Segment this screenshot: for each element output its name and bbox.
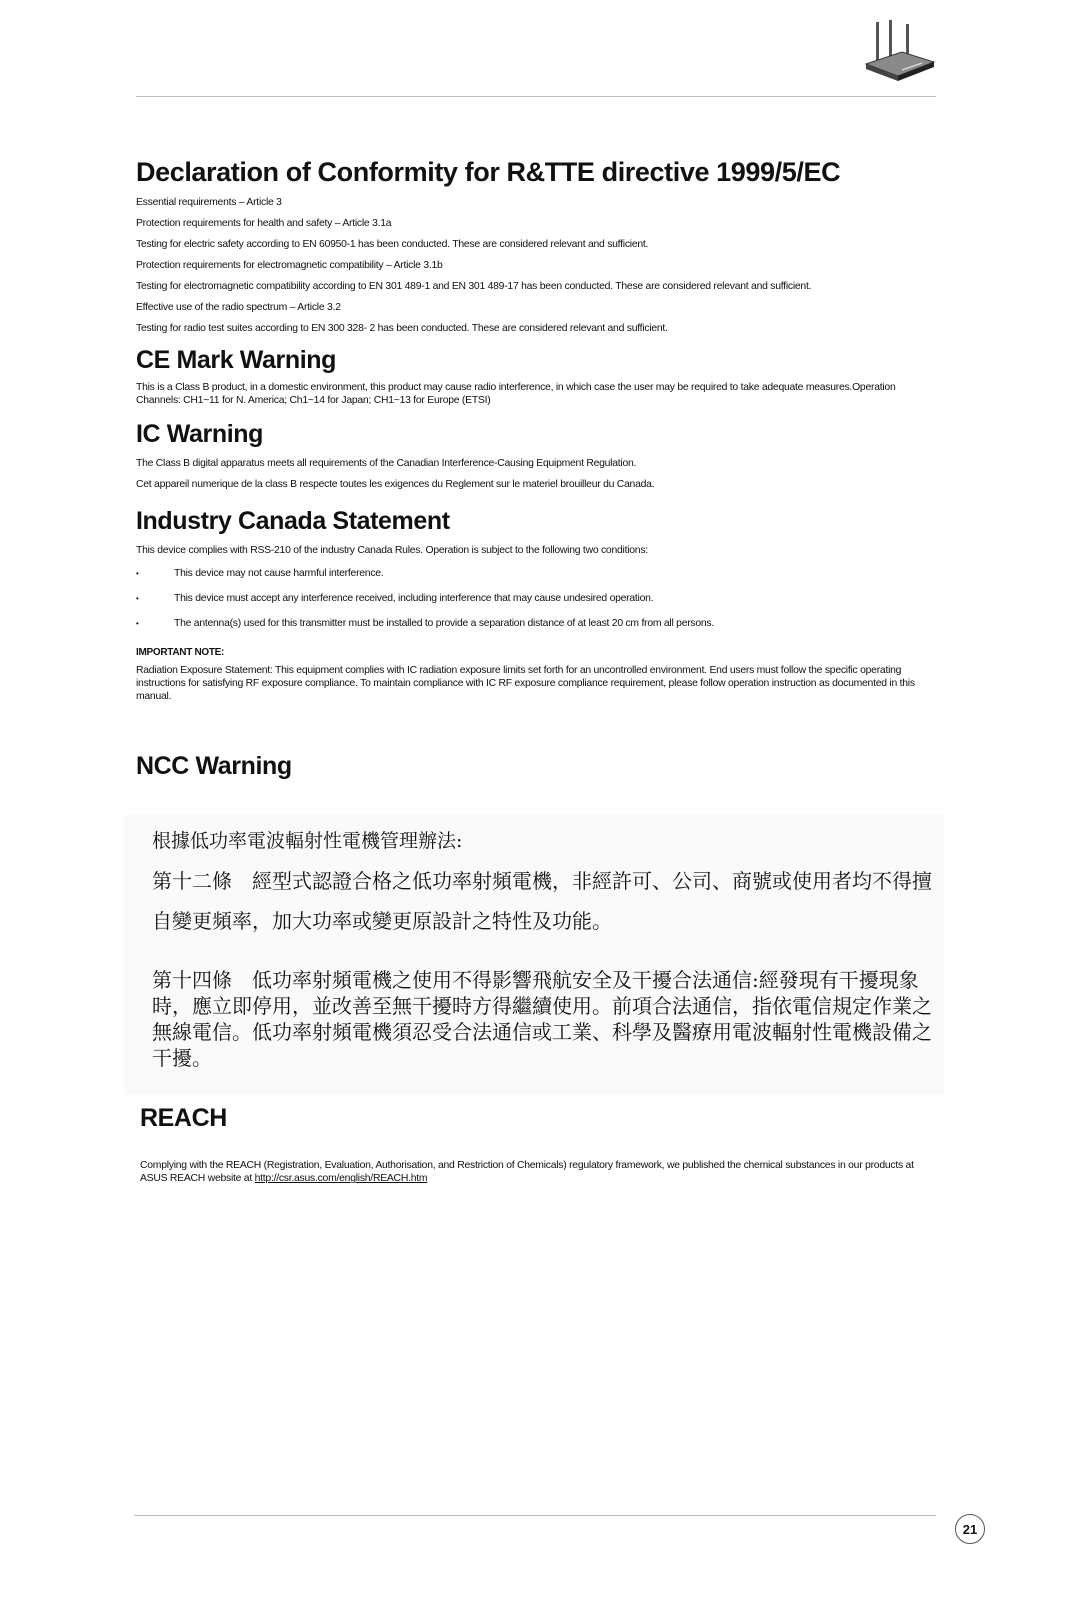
doc-line: Essential requirements – Article 3: [136, 197, 282, 208]
doc-line: Testing for electric safety according to EN 60950-1 has been conducted. These are considered relevant and sufficient.: [136, 239, 649, 250]
reach-heading: REACH: [140, 1104, 227, 1132]
list-item: • The antenna(s) used for this transmitter must be installed to provide a separation distance of at least 20 cm from all persons.: [136, 611, 940, 636]
doc-line: Testing for radio test suites according to EN 300 328- 2 has been conducted. These are considered relevant and sufficient.: [136, 323, 668, 334]
ce-text: This is a Class B product, in a domestic environment, this product may cause radio interference, in which case the user may be required to take adequate measures.Operation Channels: CH1~11 for N. America; Ch1~14 for Japan; CH1~13 for Europe (ETSI): [136, 382, 896, 406]
ce-heading: CE Mark Warning: [136, 346, 337, 374]
page-content: [136, 154, 940, 783]
reach-text: [140, 1159, 940, 1185]
ic-line: Cet appareil numerique de la class B respecte toutes les exigences du Reglement sur le materiel brouilleur du Canada.: [136, 479, 655, 490]
doc-line: Effective use of the radio spectrum – Article 3.2: [136, 302, 341, 313]
header-divider: [136, 96, 936, 97]
doc-line: Testing for electromagnetic compatibility according to EN 301 489-1 and EN 301 489-17 has been conducted. These are considered relevant and sufficient.: [136, 281, 812, 292]
industry-canada-heading: Industry Canada Statement: [136, 507, 450, 535]
important-note-label: IMPORTANT NOTE:: [136, 647, 225, 658]
doc-heading: Declaration of Conformity for R&TTE directive 1999/5/EC: [136, 157, 841, 187]
footer-divider: [134, 1515, 936, 1516]
ic-line: The Class B digital apparatus meets all requirements of the Canadian Interference-Causing Equipment Regulation.: [136, 458, 637, 469]
router-icon: [862, 18, 938, 86]
ncc-article-14: 第十四條 低功率射頻電機之使用不得影響飛航安全及干擾合法通信:經發現有干擾現象時，應立即停用，並改善至無干擾時方得繼續使用。前項合法通信，指依電信規定作業之無線電信。低功率射頻電機須忍受合法通信或工業、科學及醫療用電波輻射性電機設備之干擾。: [152, 968, 932, 1070]
doc-line: Protection requirements for electromagnetic compatibility – Article 3.1b: [136, 260, 443, 271]
reach-body: Complying with the REACH (Registration, Evaluation, Authorisation, and Restriction of Chemicals) regulatory framework, we published the chemical substances in our products at ASUS REACH website at: [140, 1160, 914, 1185]
list-item: • This device may not cause harmful interference.: [136, 561, 940, 586]
list-item: • This device must accept any interference received, including interference that may cause undesired operation.: [136, 586, 940, 611]
ncc-text-block: [152, 827, 932, 1071]
radiation-exposure-text: Radiation Exposure Statement: This equipment complies with IC radiation exposure limits set forth for an uncontrolled environment. End users must follow the specific operating instructions for satisfying RF exposure compliance. To maintain compliance with IC RF exposure compliance requirement, please follow operation instruction as documented in this manual.: [136, 665, 915, 702]
ic-heading: IC Warning: [136, 420, 264, 448]
conditions-list: [136, 561, 940, 636]
page-number: 21: [955, 1514, 985, 1544]
reach-link[interactable]: http://csr.asus.com/english/REACH.htm: [254, 1173, 428, 1185]
doc-line: Protection requirements for health and safety – Article 3.1a: [136, 218, 392, 229]
ncc-article-12: 第十二條 經型式認證合格之低功率射頻電機，非經許可、公司、商號或使用者均不得擅自變更頻率，加大功率或變更原設計之特性及功能。: [152, 869, 932, 933]
ncc-intro-line: 根據低功率電波輻射性電機管理辦法:: [152, 830, 463, 852]
industry-canada-intro: This device complies with RSS-210 of the industry Canada Rules. Operation is subject to the following two conditions:: [136, 545, 648, 556]
ncc-heading: NCC Warning: [136, 752, 292, 780]
